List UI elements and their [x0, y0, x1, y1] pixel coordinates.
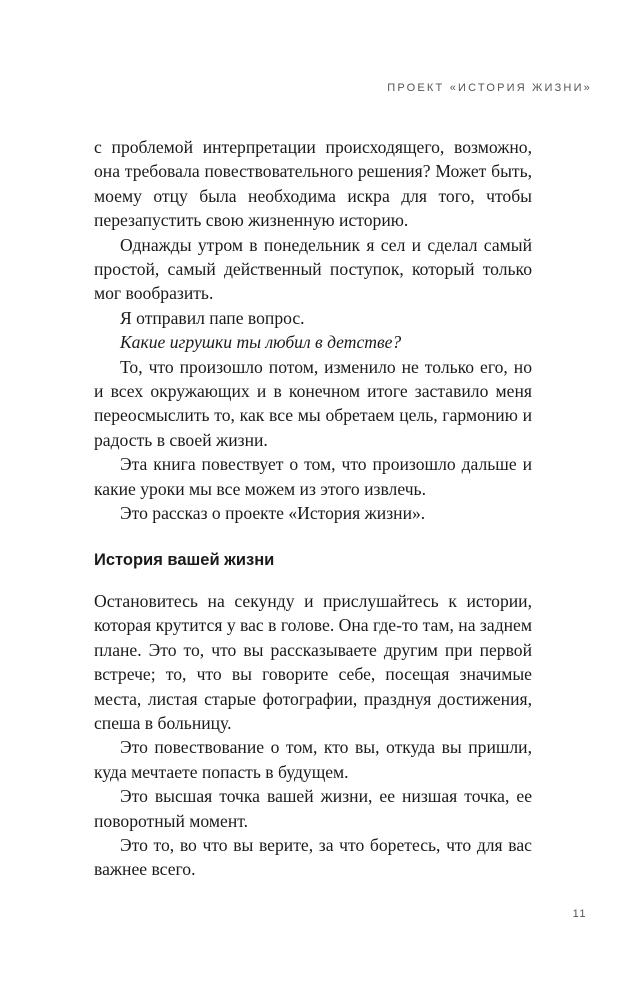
paragraph: Это то, во что вы верите, за что боретесь, что для вас важнее всего. — [94, 835, 532, 880]
running-header: ПРОЕКТ «ИСТОРИЯ ЖИЗНИ» — [387, 82, 592, 94]
paragraph: Эта книга повествует о том, что произошло дальше и какие уроки мы все можем из этого извлечь. — [94, 454, 532, 499]
page-number: 11 — [572, 908, 587, 920]
paragraph: Остановитесь на секунду и прислушайтесь к истории, которая крутится у вас в голове. Она где-то там, на заднем плане. Это то, что вы рассказываете другим при первой встрече; то, что вы говорите себе, посещая значимые места, листая старые фотографии, празднуя достижения, спеша в больницу. — [94, 591, 532, 734]
paragraph: Это высшая точка вашей жизни, ее низшая точка, ее поворотный момент. — [94, 786, 532, 831]
paragraph: с проблемой интерпретации происходящего, возможно, она требовала повествовательного решения? Может быть, моему отцу была необходима искра для того, чтобы перезапустить свою жизненную историю. — [94, 137, 532, 231]
paragraph: Это повествование о том, кто вы, откуда вы пришли, куда мечтаете попасть в будущем. — [94, 737, 532, 782]
section-heading: История вашей жизни — [94, 551, 275, 569]
paragraph: Я отправил папе вопрос. — [120, 307, 305, 328]
paragraph: То, что произошло потом, изменило не только его, но и всех окружающих и в конечном итоге заставило меня переосмыслить то, как все мы обретаем цель, гармонию и радость в своей жизни. — [94, 356, 532, 450]
body-text-top — [94, 135, 532, 526]
paragraph: Однажды утром в понедельник я сел и сделал самый простой, самый действенный поступок, который только мог вообразить. — [94, 234, 532, 304]
paragraph: Это рассказ о проекте «История жизни». — [120, 503, 426, 524]
body-text-bottom — [94, 589, 532, 882]
italic-question: Какие игрушки ты любил в детстве? — [120, 332, 402, 353]
